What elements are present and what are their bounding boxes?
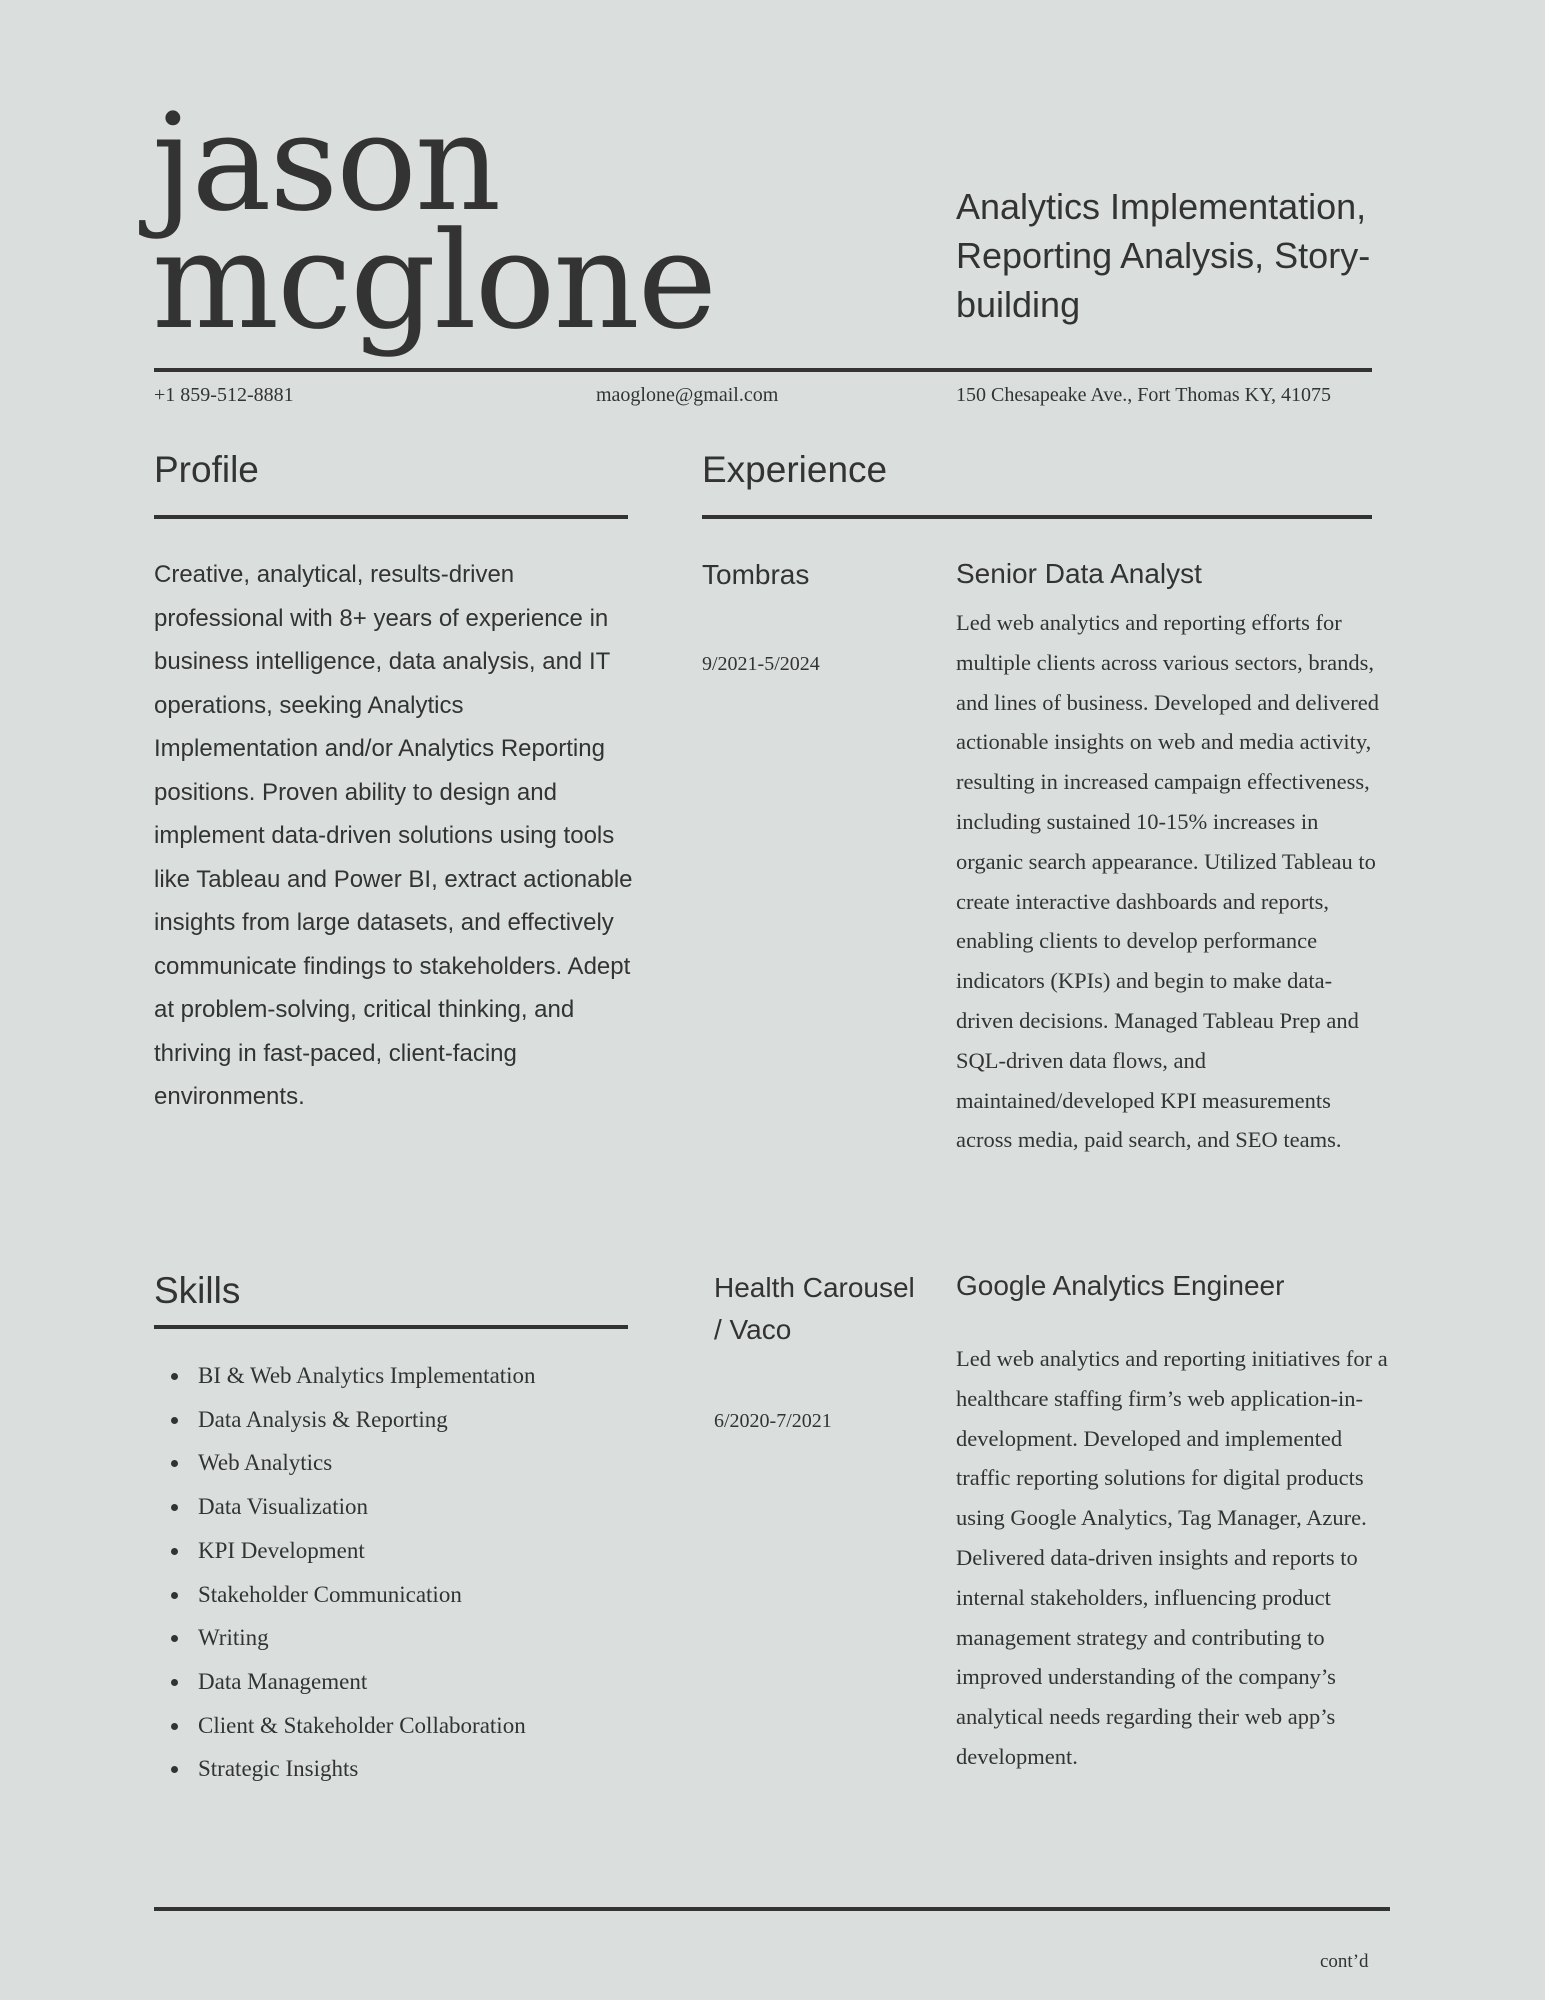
job-company: Tombras bbox=[702, 559, 810, 590]
contact-email[interactable]: maoglone@gmail.com bbox=[596, 384, 779, 406]
job-description: Led web analytics and reporting efforts for multiple clients across various sectors, brands, and lines of business. Developed and delivered actionable insights on web and media activity, resulting in increased campaign effectiveness, including sustained 10-15% increases in organic search appearance. Utilized Tableau to create interactive dashboards and reports, enabling clients to develop performance indicators (KPIs) and begin to make data-driven decisions. Managed Tableau Prep and SQL-driven data flows, and maintained/developed KPI measurements across media, paid search, and SEO teams. bbox=[956, 610, 1380, 1153]
skill-item: Stakeholder Communication bbox=[198, 1573, 718, 1617]
job-description: Led web analytics and reporting initiatives for a healthcare staffing firm’s web application-in-development. Developed and implemented traffic reporting solutions for digital products using Google Analytics, Tag Manager, Azure. Delivered data-driven insights and reports to internal stakeholders, influencing product management strategy and contributing to improved understanding of the company’s analytical needs regarding their web app’s development. bbox=[956, 1346, 1388, 1769]
continued-label: cont’d bbox=[1320, 1951, 1369, 1972]
skill-item: Writing bbox=[198, 1616, 718, 1660]
skill-item: Data Management bbox=[198, 1660, 718, 1704]
skill-item: KPI Development bbox=[198, 1529, 718, 1573]
bullet-icon bbox=[171, 1548, 178, 1555]
bullet-icon bbox=[171, 1766, 178, 1773]
bullet-icon bbox=[171, 1373, 178, 1380]
bullet-icon bbox=[171, 1460, 178, 1467]
job-title: Google Analytics Engineer bbox=[956, 1270, 1285, 1301]
skill-item: BI & Web Analytics Implementation bbox=[198, 1354, 718, 1398]
last-name: mcglone bbox=[152, 203, 716, 359]
skill-item: Data Visualization bbox=[198, 1485, 718, 1529]
skill-item: Client & Stakeholder Collaboration bbox=[198, 1704, 718, 1748]
footer-divider bbox=[154, 1907, 1390, 1911]
bullet-icon bbox=[171, 1417, 178, 1424]
bullet-icon bbox=[171, 1679, 178, 1686]
bullet-icon bbox=[171, 1635, 178, 1642]
bullet-icon bbox=[171, 1723, 178, 1730]
job-company: Health Carousel / Vaco bbox=[714, 1272, 915, 1345]
skills-divider bbox=[154, 1325, 628, 1329]
job-dates: 9/2021-5/2024 bbox=[702, 653, 820, 675]
bullet-icon bbox=[171, 1504, 178, 1511]
skills-list bbox=[156, 1354, 718, 1791]
profile-heading: Profile bbox=[154, 449, 259, 490]
profile-text: Creative, analytical, results-driven professional with 8+ years of experience in business intelligence, data analysis, and IT operations, seeking Analytics Implementation and/or Analytics Reporting positions. Proven ability to design and implement data-driven solutions using tools like Tableau and Power BI, extract actionable insights from large datasets, and effectively communicate findings to stakeholders. Adept at problem-solving, critical thinking, and thriving in fast-paced, client-facing environments. bbox=[154, 561, 633, 1110]
contact-address: 150 Chesapeake Ave., Fort Thomas KY, 41075 bbox=[956, 384, 1331, 406]
bullet-icon bbox=[171, 1592, 178, 1599]
skill-item: Web Analytics bbox=[198, 1441, 718, 1485]
skill-item: Strategic Insights bbox=[198, 1747, 718, 1791]
header-divider bbox=[154, 368, 1372, 372]
skill-item: Data Analysis & Reporting bbox=[198, 1398, 718, 1442]
first-name: jason bbox=[152, 85, 500, 241]
job-title: Senior Data Analyst bbox=[956, 558, 1202, 589]
profile-divider bbox=[154, 515, 628, 519]
experience-divider bbox=[702, 515, 1372, 519]
skills-heading: Skills bbox=[154, 1270, 241, 1311]
contact-phone: +1 859-512-8881 bbox=[154, 384, 294, 406]
headline: Analytics Implementation, Reporting Analysis, Story-building bbox=[956, 186, 1371, 325]
job-dates: 6/2020-7/2021 bbox=[714, 1410, 832, 1432]
experience-heading: Experience bbox=[702, 449, 888, 490]
